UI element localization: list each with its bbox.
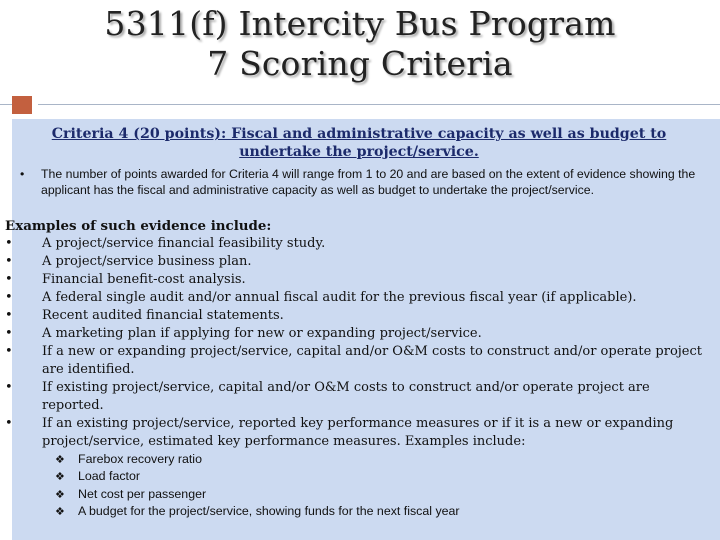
title-divider-right: [38, 104, 720, 105]
list-item: • If an existing project/service, reported key performance measures or if it is a new or expanding project/service, estimated key performance measures. Examples include:: [5, 416, 674, 449]
list-item: • Recent audited financial statements.: [5, 308, 284, 323]
bullet-icon: •: [5, 380, 13, 395]
diamond-bullet-icon: ❖: [55, 504, 65, 518]
bullet-icon: •: [5, 344, 13, 359]
bullet-icon: •: [5, 416, 13, 431]
title-divider-left: [0, 104, 12, 105]
bullet-icon: •: [5, 326, 13, 341]
list-item: • A federal single audit and/or annual fiscal audit for the previous fiscal year (if applicable).: [5, 290, 637, 305]
list-item: • If existing project/service, capital and/or O&M costs to construct and/or operate project are reported.: [5, 380, 650, 413]
slide-title-line1: 5311(f) Intercity Bus Program: [104, 4, 616, 43]
criteria-heading-line1: Criteria 4 (20 points): Fiscal and administrative capacity as well as budget to: [51, 126, 667, 142]
examples-list: [5, 235, 710, 451]
accent-square: [12, 96, 32, 114]
slide-title-line2: 7 Scoring Criteria: [207, 44, 513, 83]
bullet-icon: •: [20, 167, 25, 181]
criteria-heading: [34, 125, 684, 161]
bullet-icon: •: [5, 254, 13, 269]
list-item: • Financial benefit-cost analysis.: [5, 272, 246, 287]
diamond-bullet-icon: ❖: [55, 487, 65, 501]
criteria-heading-line2: undertake the project/service.: [239, 144, 479, 160]
list-item: • A project/service financial feasibility study.: [5, 236, 326, 251]
diamond-bullet-icon: ❖: [55, 453, 65, 466]
list-item: • If a new or expanding project/service, capital and/or O&M costs to construct and/or operate project are identified.: [5, 344, 703, 377]
intro-paragraph: [20, 167, 710, 199]
measures-list: [55, 451, 655, 520]
measure-item: ❖ Farebox recovery ratio: [55, 451, 655, 468]
examples-heading: Examples of such evidence include:: [5, 218, 272, 234]
measure-item: ❖ Net cost per passenger: [55, 486, 655, 503]
bullet-icon: •: [5, 290, 13, 305]
measure-item: ❖ A budget for the project/service, showing funds for the next fiscal year: [55, 503, 655, 520]
diamond-bullet-icon: ❖: [55, 470, 65, 484]
measure-item: ❖ Load factor: [55, 468, 655, 485]
slide-title: [0, 4, 720, 84]
list-item: • A project/service business plan.: [5, 254, 252, 269]
bullet-icon: •: [5, 272, 13, 287]
bullet-icon: •: [5, 236, 13, 251]
intro-text: The number of points awarded for Criteria 4 will range from 1 to 20 and are based on the extent of evidence showing the applicant has the fiscal and administrative capacity as well as budget to undertake the project/service.: [41, 167, 696, 197]
bullet-icon: •: [5, 308, 13, 323]
list-item: • A marketing plan if applying for new or expanding project/service.: [5, 326, 482, 341]
